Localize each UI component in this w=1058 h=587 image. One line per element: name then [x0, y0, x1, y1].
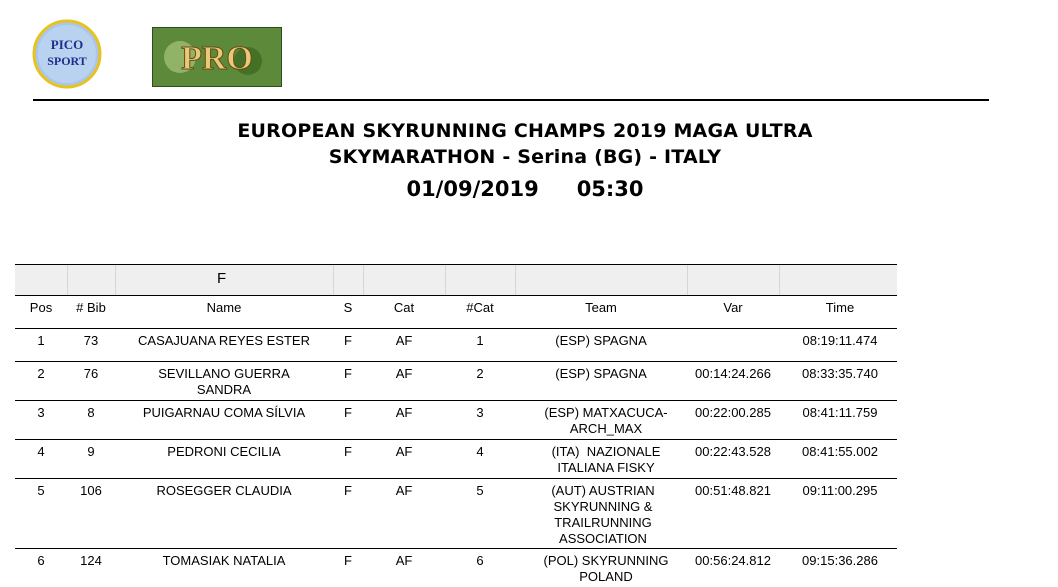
- row-bib: 124: [80, 553, 102, 568]
- row-ncat: 6: [476, 553, 484, 568]
- row-cat: AF: [395, 553, 413, 568]
- header-time: Time: [825, 300, 855, 315]
- header-bib: # Bib: [76, 300, 106, 315]
- row-cat: AF: [395, 444, 413, 459]
- row-cat: AF: [395, 405, 413, 420]
- row-name: CASAJUANA REYES ESTER: [138, 333, 310, 348]
- row-bib: 9: [87, 444, 95, 459]
- row-cat: AF: [395, 366, 413, 381]
- row-name: SEVILLANO GUERRA SANDRA: [158, 366, 290, 397]
- row-team: (ESP) MATXACUCA-ARCH_MAX: [544, 405, 668, 436]
- row-time: 08:19:11.474: [802, 333, 878, 348]
- table-row: [15, 440, 897, 478]
- row-bib: 73: [83, 333, 99, 348]
- pico-logo-line1: PICO: [50, 37, 84, 52]
- row-team: (AUT) AUSTRIAN SKYRUNNING & TRAILRUNNING ASSOCIATION: [551, 483, 655, 546]
- header-name: Name: [206, 300, 242, 315]
- pico-logo-line2: SPORT: [47, 54, 87, 68]
- row-cat: AF: [395, 333, 413, 348]
- row-pos: 1: [37, 333, 45, 348]
- row-name: PUIGARNAU COMA SÍLVIA: [142, 405, 306, 420]
- header-pos: Pos: [29, 300, 53, 315]
- row-time: 09:15:36.286: [802, 553, 878, 568]
- row-cat: AF: [395, 483, 413, 498]
- row-pos: 2: [37, 366, 45, 381]
- row-ncat: 3: [476, 405, 484, 420]
- row-var: 00:14:24.266: [695, 366, 771, 381]
- title-line-1: EUROPEAN SKYRUNNING CHAMPS 2019 MAGA ULTRA: [237, 120, 813, 142]
- table-row: [15, 549, 897, 587]
- row-ncat: 4: [476, 444, 484, 459]
- title-line-2: SKYMARATHON - Serina (BG) - ITALY: [328, 146, 722, 168]
- row-bib: 8: [87, 405, 95, 420]
- header-ncat: #Cat: [466, 300, 494, 315]
- row-team: (ESP) SPAGNA: [555, 366, 647, 381]
- table-row: [15, 362, 897, 400]
- row-ncat: 1: [476, 333, 484, 348]
- row-team: (ESP) SPAGNA: [555, 333, 647, 348]
- row-time: 08:33:35.740: [802, 366, 878, 381]
- row-s: F: [344, 483, 352, 498]
- event-time: 05:30: [576, 177, 644, 201]
- row-bib: 106: [80, 483, 102, 498]
- row-time: 08:41:11.759: [802, 405, 878, 420]
- table-row: [15, 401, 897, 439]
- row-var: 00:22:43.528: [695, 444, 771, 459]
- row-var: 00:56:24.812: [695, 553, 771, 568]
- header-s: S: [343, 300, 353, 315]
- group-label: F: [217, 270, 227, 287]
- row-pos: 6: [37, 553, 45, 568]
- header-team: Team: [585, 300, 617, 315]
- row-name: PEDRONI CECILIA: [167, 444, 281, 459]
- table-header: [15, 295, 897, 329]
- table-row: [15, 479, 897, 548]
- row-team: (ITA) NAZIONALE ITALIANA FISKY: [551, 444, 665, 475]
- row-s: F: [344, 444, 352, 459]
- event-date: 01/09/2019: [406, 177, 539, 201]
- table-row: [15, 329, 897, 362]
- header-var: Var: [723, 300, 743, 315]
- event-title: [0, 118, 1050, 203]
- row-s: F: [344, 366, 352, 381]
- row-var: 00:22:00.285: [695, 405, 771, 420]
- row-ncat: 5: [476, 483, 484, 498]
- event-datetime: [0, 175, 1050, 203]
- group-band: [15, 265, 897, 295]
- header-cat: Cat: [393, 300, 415, 315]
- row-ncat: 2: [476, 366, 484, 381]
- row-pos: 4: [37, 444, 45, 459]
- row-name: ROSEGGER CLAUDIA: [156, 483, 292, 498]
- row-name: TOMASIAK NATALIA: [162, 553, 286, 568]
- row-s: F: [344, 405, 352, 420]
- pro-logo-text: PRO: [181, 40, 253, 77]
- row-pos: 5: [37, 483, 45, 498]
- row-team: (POL) SKYRUNNING POLAND: [543, 553, 669, 584]
- row-time: 08:41:55.002: [802, 444, 878, 459]
- row-var: 00:51:48.821: [695, 483, 771, 498]
- pro-logo: [152, 27, 282, 87]
- header-divider: [33, 99, 989, 101]
- row-pos: 3: [37, 405, 45, 420]
- row-bib: 76: [83, 366, 99, 381]
- row-time: 09:11:00.295: [802, 483, 878, 498]
- row-s: F: [344, 333, 352, 348]
- pico-sport-logo: [31, 18, 105, 90]
- row-s: F: [344, 553, 352, 568]
